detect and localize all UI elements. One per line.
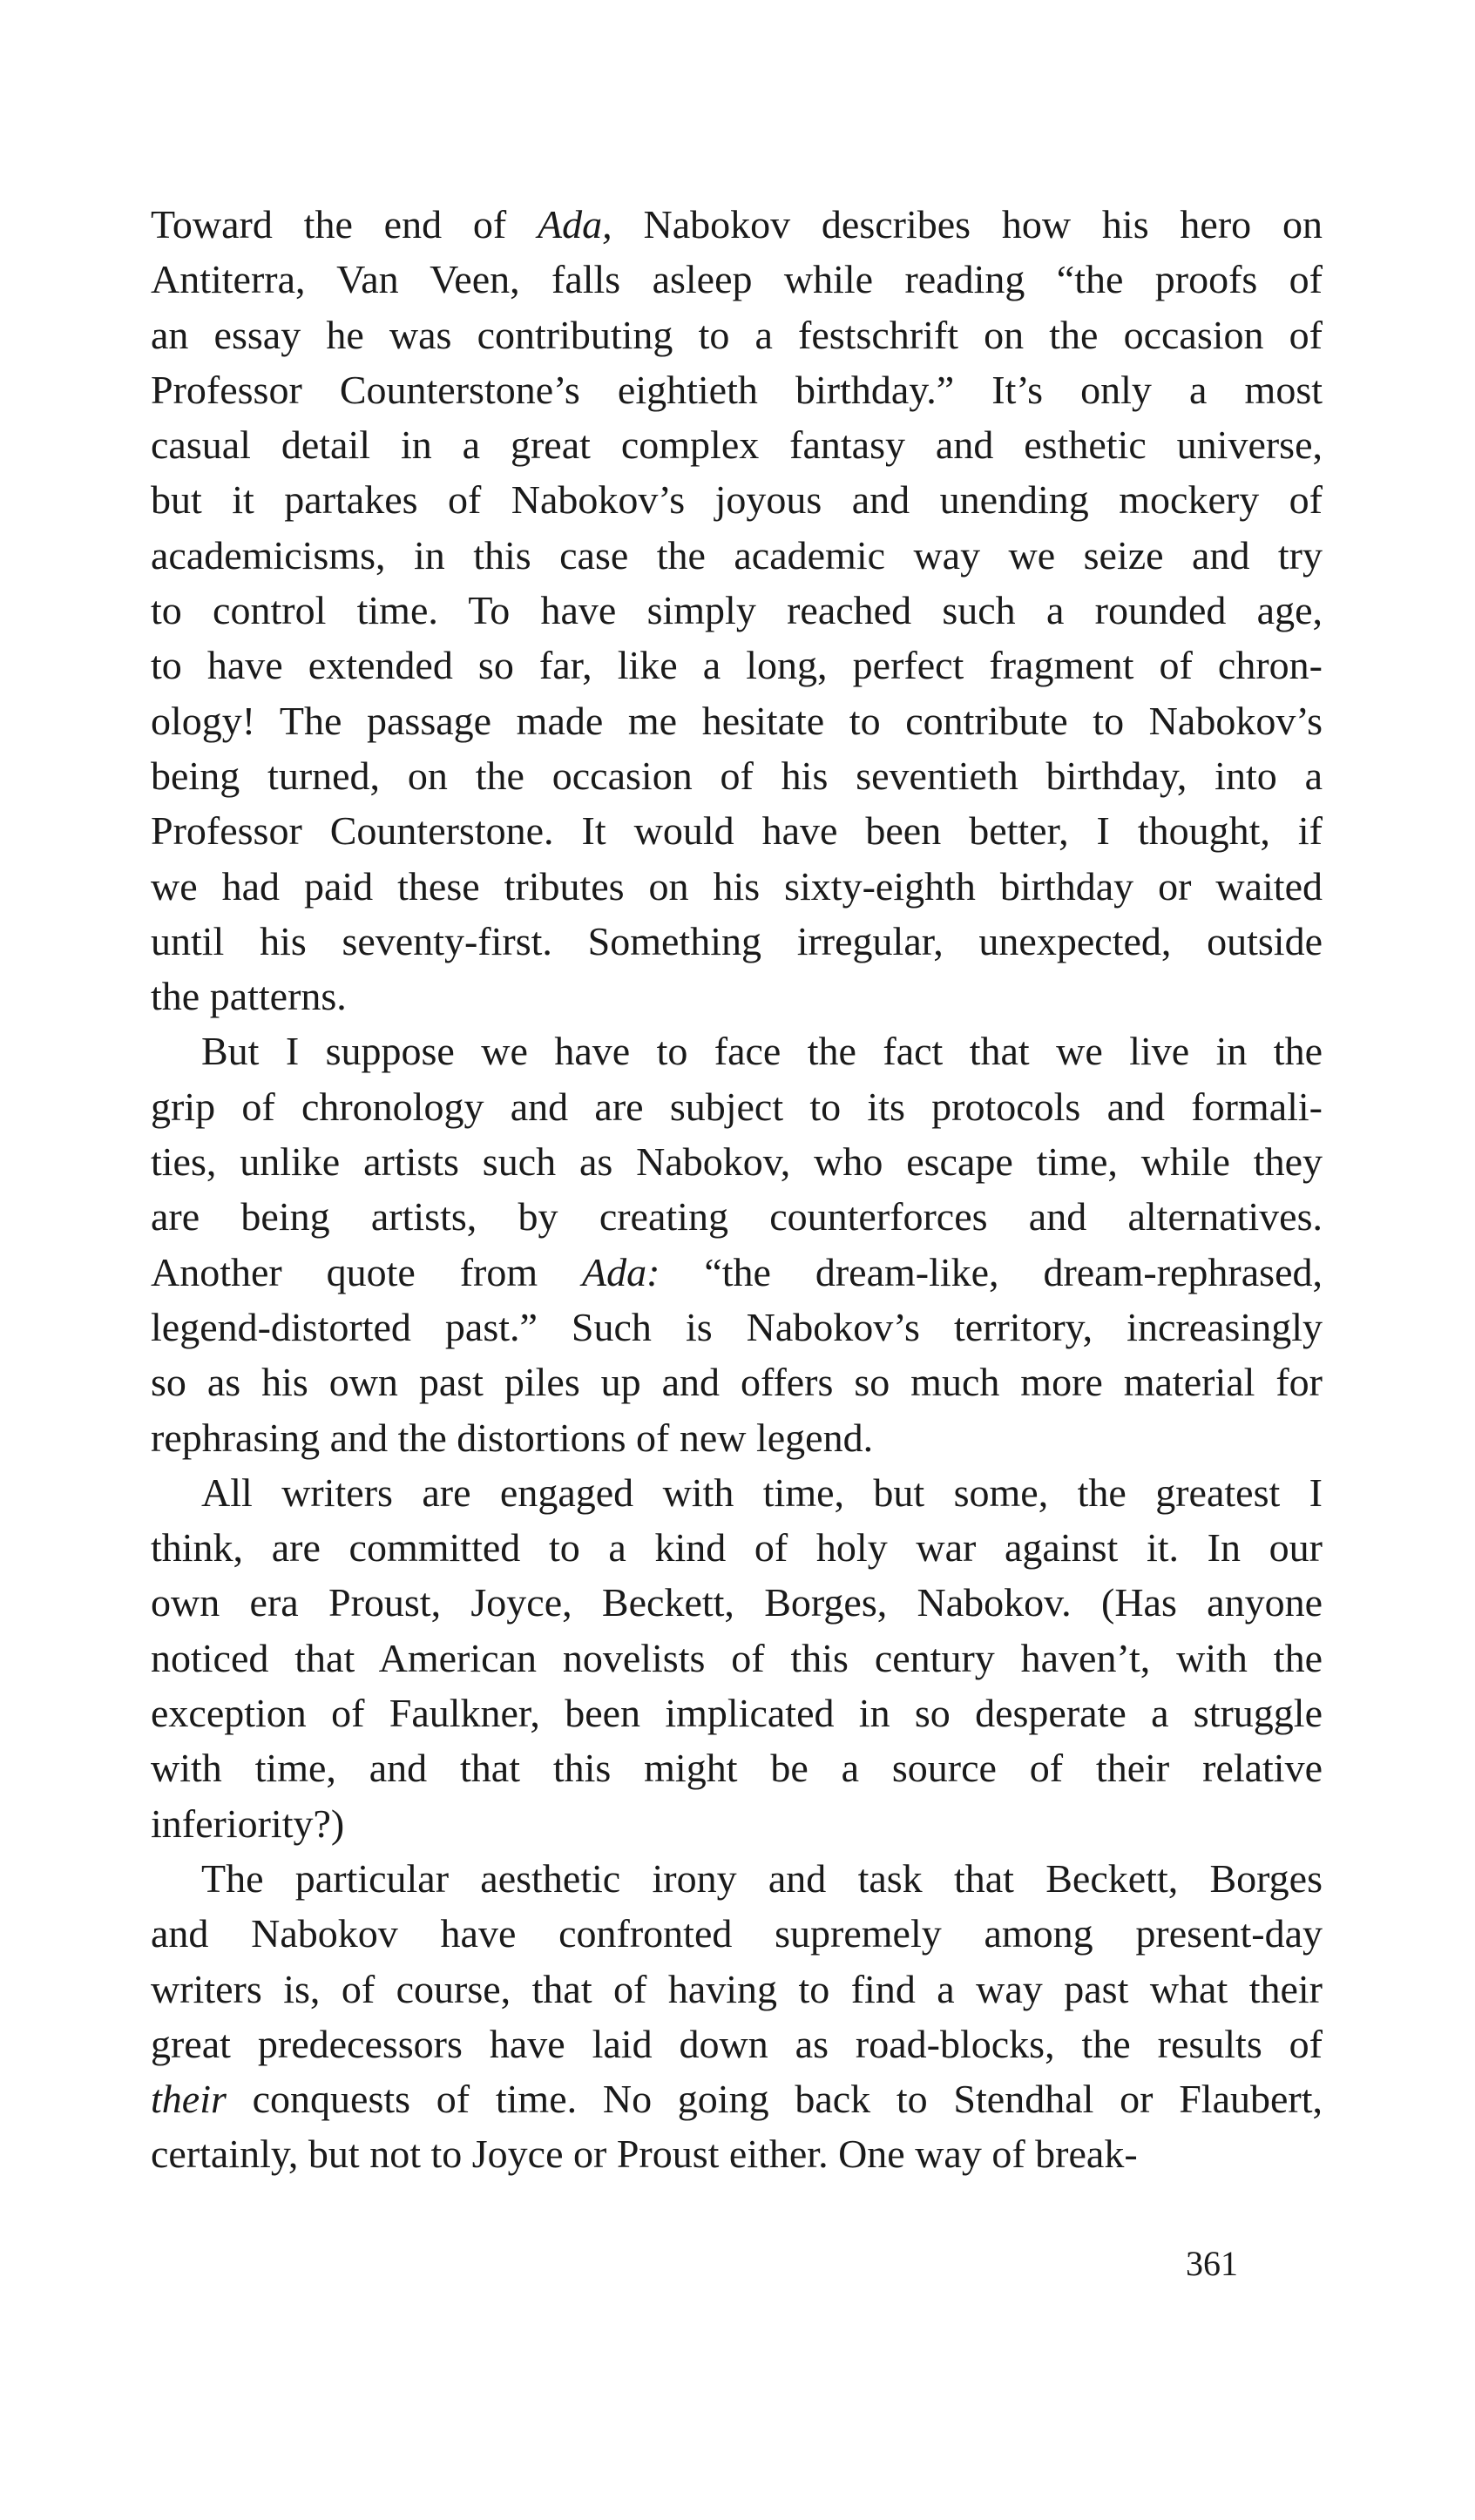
text-line (151, 1575, 1323, 1630)
text-line (151, 2017, 1323, 2071)
text-line (151, 472, 1323, 527)
text-line (151, 1410, 1323, 1465)
text-line (151, 1079, 1323, 1134)
text-run: being turned, on the occasion of his seventieth birthday, into a (151, 753, 1323, 798)
text-line (151, 1245, 1323, 1300)
text-run: an essay he was contributing to a festschrift on the occasion of (151, 312, 1323, 357)
text-line (151, 252, 1323, 307)
text-line (151, 1740, 1323, 1795)
text-run: own era Proust, Joyce, Beckett, Borges, Nabokov. (Has anyone (151, 1580, 1323, 1625)
text-run: noticed that American novelists of this century haven’t, with the (151, 1635, 1323, 1680)
text-line (151, 1300, 1323, 1355)
italic-title: Ada, (538, 202, 612, 247)
text-line (151, 417, 1323, 472)
text-run: grip of chronology and are subject to its protocols and formali- (151, 1084, 1323, 1129)
text-line (151, 2126, 1323, 2181)
text-line (151, 362, 1323, 417)
text-line (151, 1520, 1323, 1575)
text-line (151, 528, 1323, 583)
paragraph (151, 1465, 1323, 1851)
text-run: All writers are engaged with time, but some, the greatest I (201, 1469, 1323, 1515)
text-line (151, 1355, 1323, 1409)
text-run: rephrasing and the distortions of new legend. (151, 1415, 874, 1460)
text-run: the patterns. (151, 974, 347, 1019)
text-line (151, 1134, 1323, 1189)
text-run: legend-distorted past.” Such is Nabokov’s territory, increasingly (151, 1304, 1323, 1349)
text-run: we had paid these tributes on his sixty-eighth birthday or waited (151, 863, 1323, 909)
text-line (151, 914, 1323, 969)
text-run: The particular aesthetic irony and task that Beckett, Borges (201, 1855, 1323, 1901)
paragraph (151, 197, 1323, 1024)
italic-title: their (151, 2077, 227, 2122)
text-line (151, 693, 1323, 748)
text-run: but it partakes of Nabokov’s joyous and unending mockery of (151, 477, 1323, 523)
text-run: are being artists, by creating counterforces and alternatives. (151, 1194, 1323, 1240)
text-run: “the dream-like, dream-rephrased, (660, 1249, 1323, 1294)
paragraph (151, 1024, 1323, 1464)
text-run: ology! The passage made me hesitate to contribute to Nabokov’s (151, 698, 1323, 743)
text-run: Professor Counterstone’s eightieth birthday.” It’s only a most (151, 367, 1323, 412)
text-line (151, 803, 1323, 858)
body-text (151, 197, 1323, 2182)
text-run: until his seventy-first. Something irregular, unexpected, outside (151, 918, 1323, 963)
text-line (151, 307, 1323, 362)
text-line (151, 969, 1323, 1024)
text-run: conquests of time. No going back to Stendhal or Flaubert, (226, 2077, 1323, 2122)
text-run: Antiterra, Van Veen, falls asleep while reading “the proofs of (151, 257, 1323, 302)
text-run: academicisms, in this case the academic way we seize and try (151, 532, 1323, 578)
text-line (151, 2071, 1323, 2126)
text-run: exception of Faulkner, been implicated in so desperate a struggle (151, 1691, 1323, 1736)
text-run: Another quote from (151, 1249, 583, 1294)
text-line (151, 1631, 1323, 1686)
text-line (151, 1189, 1323, 1244)
page-number: 361 (1186, 2244, 1238, 2283)
text-line (151, 583, 1323, 638)
text-line (151, 748, 1323, 803)
text-line (151, 1906, 1323, 1961)
text-run: casual detail in a great complex fantasy and esthetic universe, (151, 422, 1323, 468)
text-run: Nabokov describes how his hero on (612, 202, 1323, 247)
text-line (151, 1024, 1323, 1078)
paragraph (151, 1851, 1323, 2182)
text-run: ties, unlike artists such as Nabokov, who escape time, while they (151, 1139, 1323, 1185)
text-run: certainly, but not to Joyce or Proust either. One way of break- (151, 2132, 1138, 2177)
italic-title: Ada: (582, 1249, 660, 1294)
text-run: to control time. To have simply reached such a rounded age, (151, 588, 1323, 633)
text-run: Toward the end of (151, 202, 538, 247)
text-line (151, 1796, 1323, 1851)
text-line (151, 859, 1323, 914)
text-line (151, 638, 1323, 692)
text-line (151, 1465, 1323, 1520)
text-run: and Nabokov have confronted supremely among present-day (151, 1911, 1323, 1956)
text-run: But I suppose we have to face the fact that we live in the (201, 1029, 1323, 1074)
text-run: Professor Counterstone. It would have been better, I thought, if (151, 808, 1323, 854)
text-run: with time, and that this might be a source of their relative (151, 1746, 1323, 1791)
text-line (151, 197, 1323, 252)
text-line (151, 1686, 1323, 1740)
text-run: to have extended so far, like a long, perfect fragment of chron- (151, 643, 1323, 688)
text-run: writers is, of course, that of having to find a way past what their (151, 1966, 1323, 2011)
text-run: great predecessors have laid down as road-blocks, the results of (151, 2021, 1323, 2066)
text-run: inferiority?) (151, 1800, 345, 1846)
text-run: think, are committed to a kind of holy war against it. In our (151, 1525, 1323, 1571)
text-line (151, 1962, 1323, 2017)
text-line (151, 1851, 1323, 1906)
text-run: so as his own past piles up and offers so much more material for (151, 1360, 1323, 1405)
